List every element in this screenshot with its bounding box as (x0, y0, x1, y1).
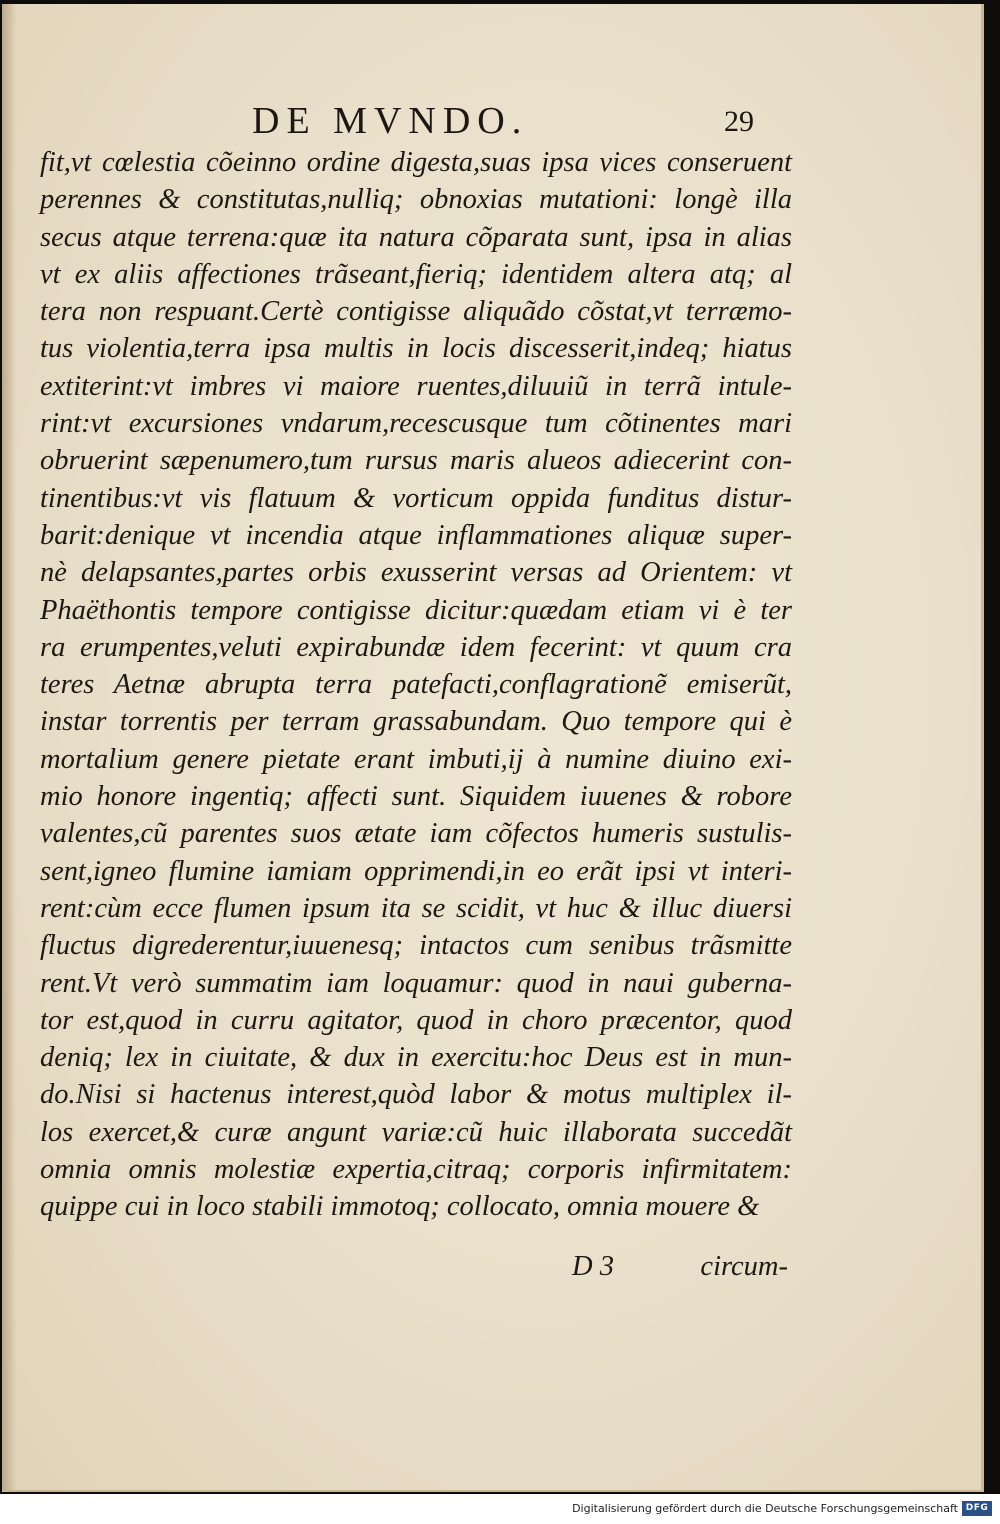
footer-strip (0, 1494, 1000, 1524)
text-line: vt ex aliis affectiones trãseant,fieriq; identidem altera atq; al (40, 258, 792, 290)
catch-row (572, 1248, 788, 1286)
text-line: mio honore ingentiq; affecti sunt. Siquidem iuuenes & robore (40, 781, 792, 813)
page-number: 29 (724, 105, 754, 138)
text-line: tor est,quod in curru agitator, quod in choro præcentor, quod (40, 1004, 792, 1036)
catchword: circum- (700, 1251, 788, 1282)
text-line: omnia omnis molestiæ expertia,citraq; corporis infirmitatem: (40, 1154, 792, 1186)
running-head: DE MVNDO. (252, 100, 529, 142)
text-line: mortalium genere pietate erant imbuti,ij à numine diuino exi- (40, 743, 792, 775)
text-line: nè delapsantes,partes orbis exusserint versas ad Orientem: vt (40, 557, 792, 589)
book-page (2, 4, 984, 1492)
page-header (252, 100, 792, 142)
text-block (40, 144, 792, 1226)
text-line: rent.Vt verò summatim iam loquamur: quod in naui guberna- (40, 967, 792, 999)
funding-note: Digitalisierung gefördert durch die Deutsche Forschungsgemeinschaft (572, 1502, 958, 1515)
text-line: Phaëthontis tempore contigisse dicitur:quædam etiam vi è ter (40, 594, 792, 626)
text-line: teres Aetnæ abrupta terra patefacti,conflagrationẽ emiserũt, (40, 669, 792, 701)
text-line: do.Nisi si hactenus interest,quòd labor & motus multiplex il- (40, 1079, 792, 1111)
text-line: tera non respuant.Certè contigisse aliquãdo cõstat,vt terræmo- (40, 296, 792, 328)
text-line: barit:denique vt incendia atque inflammationes aliquæ super- (40, 519, 792, 551)
text-line: rint:vt excursiones vndarum,recescusque tum cõtinentes mari (40, 408, 792, 440)
text-line: fit,vt cœlestia cõeinno ordine digesta,suas ipsa vices conseruent (40, 147, 792, 178)
text-line: los exercet,& curæ angunt variæ:cũ huic illaborata succedãt (40, 1116, 792, 1148)
text-line: extiterint:vt imbres vi maiore ruentes,diluuiũ in terrã intule- (40, 370, 792, 402)
text-line: fluctus digrederentur,iuuenesq; intactos cum senibus trãsmitte (40, 930, 792, 962)
text-line: ra erumpentes,veluti expirabundæ idem fecerint: vt quum cra (40, 631, 792, 663)
text-line: valentes,cũ parentes suos ætate iam cõfectos humeris sustulis- (40, 818, 792, 850)
text-line: tus violentia,terra ipsa multis in locis discesserit,indeq; hiatus (40, 333, 792, 365)
dfg-logo: DFG (962, 1501, 992, 1516)
text-line: secus atque terrena:quæ ita natura cõparata sunt, ipsa in alias (40, 221, 792, 253)
text-line: sent,igneo flumine iamiam opprimendi,in eo erãt ipsi vt interi- (40, 855, 792, 887)
text-line: obruerint sæpenumero,tum rursus maris alueos adiecerint con- (40, 445, 792, 477)
text-line: instar torrentis per terram grassabundam. Quo tempore qui è (40, 706, 792, 738)
text-line: quippe cui in loco stabili immotoq; collocato, omnia mouere & (40, 1191, 760, 1223)
text-line: tinentibus:vt vis flatuum & vorticum oppida funditus distur- (40, 482, 792, 514)
text-line: perennes & constitutas,nulliq; obnoxias mutationi: longè illa (40, 184, 792, 216)
text-line: rent:cùm ecce flumen ipsum ita se scidit, vt huc & illuc diuersi (40, 892, 792, 924)
text-line: deniq; lex in ciuitate, & dux in exercitu:hoc Deus est in mun- (40, 1042, 792, 1074)
signature-mark: D 3 (572, 1251, 614, 1282)
